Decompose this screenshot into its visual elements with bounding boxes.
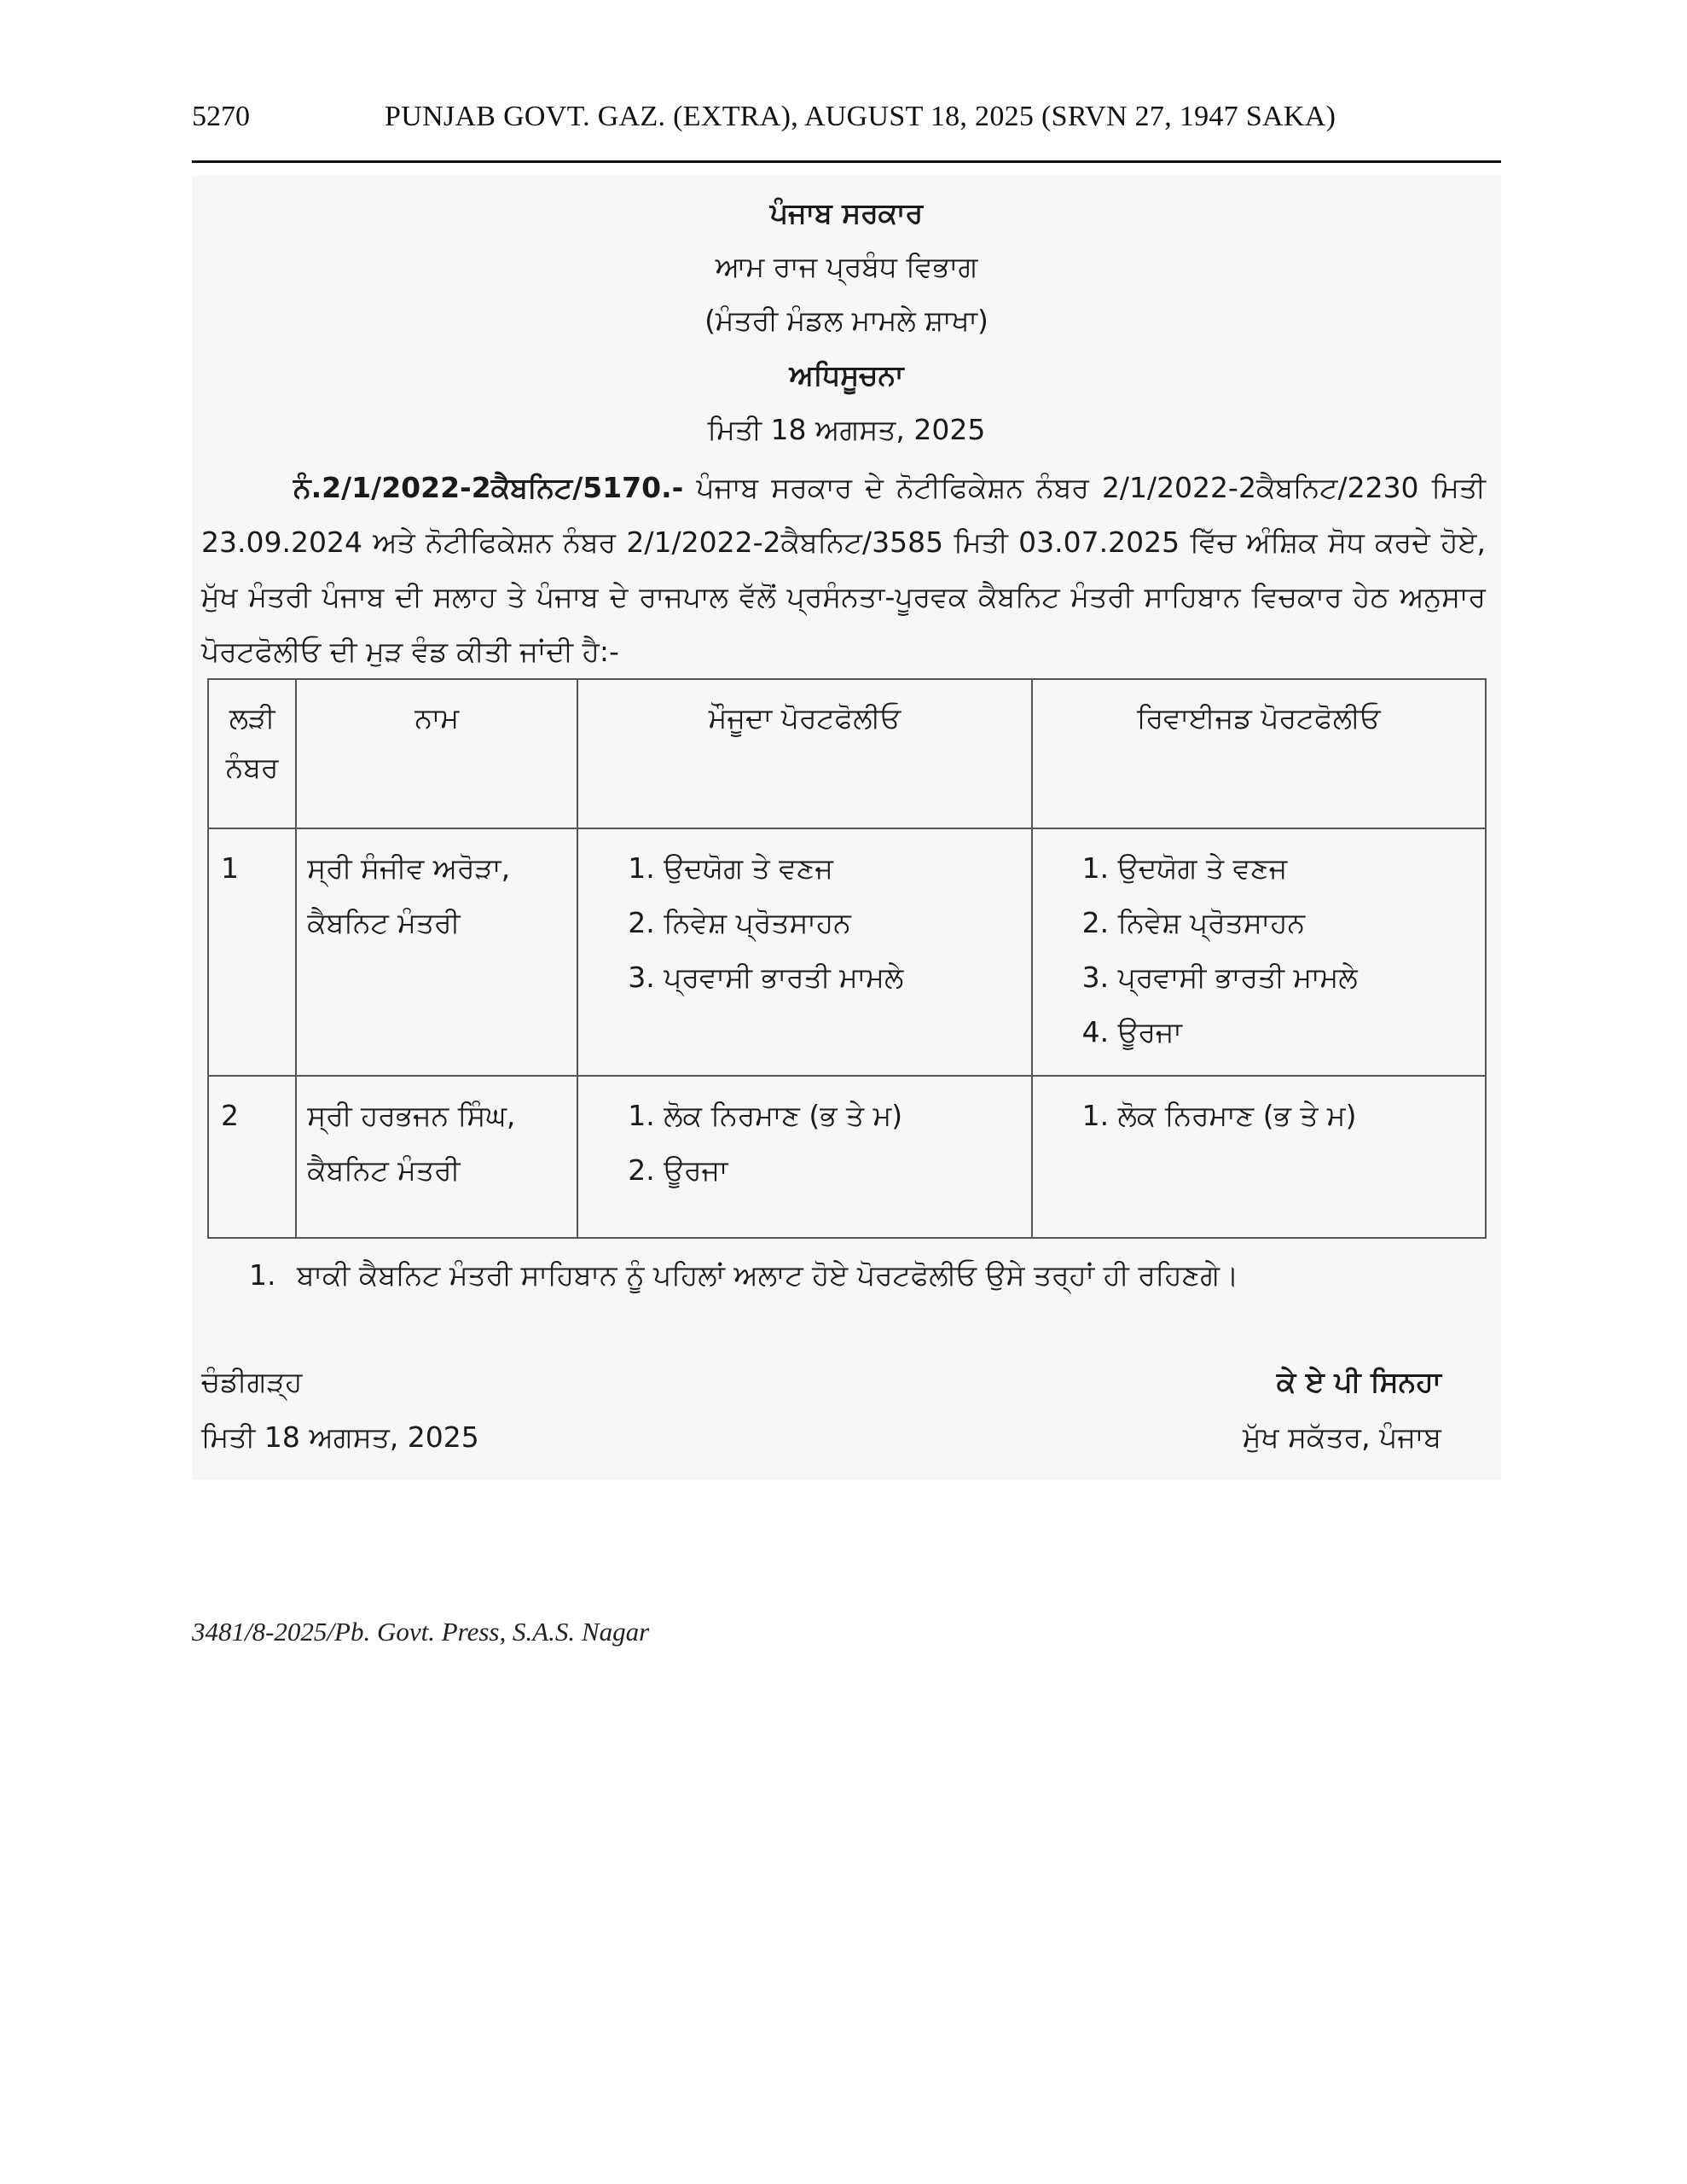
issue-place: ਚੰਡੀਗੜ੍ਹ — [201, 1365, 303, 1398]
list-item: 1. ਲੋਕ ਨਿਰਮਾਣ (ਭ ਤੇ ਮ) — [628, 1099, 903, 1132]
header-current-portfolio — [577, 679, 1031, 828]
row-serial: 2 — [208, 1076, 296, 1238]
revised-portfolio-cell — [1032, 828, 1486, 1076]
header-current-label: ਮੌਜੂਦਾ ਪੋਰਟਫੋਲੀਓ — [708, 701, 901, 735]
notification-body — [201, 461, 1486, 679]
page-number: 5270 — [192, 101, 250, 132]
row-name-cell — [296, 1076, 577, 1238]
list-item: 3. ਪ੍ਰਵਾਸੀ ਭਾਰਤੀ ਮਾਮਲੇ — [1081, 961, 1358, 994]
minister-designation: ਕੈਬਨਿਟ ਮੰਤਰੀ — [307, 906, 461, 939]
press-footer: 3481/8-2025/Pb. Govt. Press, S.A.S. Nagar — [192, 1617, 650, 1647]
note — [249, 1258, 1238, 1292]
row-name-cell — [296, 828, 577, 1076]
table-row — [208, 828, 1486, 1076]
header-revised-portfolio — [1032, 679, 1486, 828]
header-rule — [192, 160, 1501, 163]
header-serial — [208, 679, 296, 828]
note-text: ਬਾਕੀ ਕੈਬਨਿਟ ਮੰਤਰੀ ਸਾਹਿਬਾਨ ਨੂੰ ਪਹਿਲਾਂ ਅਲਾਟ ਹੋਏ ਪੋਰਟਫੋਲੀਓ ਉਸੇ ਤਰ੍ਹਾਂ ਹੀ ਰਹਿਣਗੇ। — [297, 1258, 1239, 1292]
list-item: 1. ਉਦਯੋਗ ਤੇ ਵਣਜ — [628, 851, 833, 885]
notification-date: ਮਿਤੀ 18 ਅਗਸਤ, 2025 — [707, 413, 986, 446]
header-serial-label: ਲੜੀ ਨੰਬਰ — [225, 701, 279, 784]
issue-date: ਮਿਤੀ 18 ਅਗਸਤ, 2025 — [201, 1420, 479, 1454]
government-heading: ਪੰਜਾਬ ਸਰਕਾਰ — [769, 196, 924, 229]
list-item: 4. ਊਰਜਾ — [1081, 1015, 1182, 1048]
list-item: 2. ਨਿਵੇਸ਼ ਪ੍ਰੋਤਸਾਹਨ — [1081, 906, 1306, 939]
list-item: 2. ਊਰਜਾ — [628, 1153, 728, 1187]
list-item: 1. ਲੋਕ ਨਿਰਮਾਣ (ਭ ਤੇ ਮ) — [1081, 1099, 1357, 1132]
table-header-row — [208, 679, 1486, 828]
signer-title: ਮੁੱਖ ਸਕੱਤਰ, ਪੰਜਾਬ — [1242, 1420, 1441, 1454]
list-item: 1. ਉਦਯੋਗ ਤੇ ਵਣਜ — [1081, 851, 1288, 885]
note-number: 1. — [249, 1258, 276, 1292]
gazette-title: PUNJAB GOVT. GAZ. (EXTRA), AUGUST 18, 2025 (SRVN 27, 1947 SAKA) — [385, 101, 1336, 132]
current-portfolio-cell — [577, 1076, 1031, 1238]
list-item: 3. ਪ੍ਰਵਾਸੀ ਭਾਰਤੀ ਮਾਮਲੇ — [628, 961, 904, 994]
minister-name: ਸ੍ਰੀ ਹਰਭਜਨ ਸਿੰਘ, — [307, 1099, 516, 1132]
revised-portfolio-cell — [1032, 1076, 1486, 1238]
notification-label: ਅਧਿਸੂਚਨਾ — [789, 358, 904, 392]
row-serial: 1 — [208, 828, 296, 1076]
notification-number: ਨੰ.2/1/2022-2ਕੈਬਨਿਟ/5170.- — [293, 471, 684, 504]
notification-text: ਪੰਜਾਬ ਸਰਕਾਰ ਦੇ ਨੋਟੀਫਿਕੇਸ਼ਨ ਨੰਬਰ 2/1/2022-2ਕੈਬਨਿਟ/2230 ਮਿਤੀ 23.09.2024 ਅਤੇ ਨੋਟੀਫਿਕੇਸ਼ਨ ਨੰਬਰ 2/1/2022-2ਕੈਬਨਿਟ/3585 ਮਿਤੀ 03.07.2025 ਵਿੱਚ ਅੰਸ਼ਿਕ ਸੋਧ ਕਰਦੇ ਹੋਏ, ਮੁੱਖ ਮੰਤਰੀ ਪੰਜਾਬ ਦੀ ਸਲਾਹ ਤੇ ਪੰਜਾਬ ਦੇ ਰਾਜਪਾਲ ਵੱਲੋਂ ਪ੍ਰਸੰਨਤਾ-ਪੂਰਵਕ ਕੈਬਨਿਟ ਮੰਤਰੀ ਸਾਹਿਬਾਨ ਵਿਚਕਾਰ ਹੇਠ ਅਨੁਸਾਰ ਪੋਰਟਫੋਲੀਓ ਦੀ ਮੁੜ ਵੰਡ ਕੀਤੀ ਜਾਂਦੀ ਹੈ:- — [201, 471, 1486, 668]
header-name — [296, 679, 577, 828]
list-item: 2. ਨਿਵੇਸ਼ ਪ੍ਰੋਤਸਾਹਨ — [628, 906, 851, 939]
minister-name: ਸ੍ਰੀ ਸੰਜੀਵ ਅਰੋੜਾ, — [307, 851, 511, 885]
minister-designation: ਕੈਬਨਿਟ ਮੰਤਰੀ — [307, 1153, 461, 1187]
header-name-label: ਨਾਮ — [415, 701, 460, 735]
header-revised-label: ਰਿਵਾਈਜਡ ਪੋਰਟਫੋਲੀਓ — [1136, 701, 1381, 735]
department-heading: ਆਮ ਰਾਜ ਪ੍ਰਬੰਧ ਵਿਭਾਗ — [715, 250, 978, 283]
table-row — [208, 1076, 1486, 1238]
portfolio-table — [207, 678, 1487, 1239]
current-portfolio-cell — [577, 828, 1031, 1076]
signer-name: ਕੇ ਏ ਪੀ ਸਿਨਹਾ — [1276, 1365, 1441, 1398]
branch-heading: (ਮੰਤਰੀ ਮੰਡਲ ਮਾਮਲੇ ਸ਼ਾਖਾ) — [704, 304, 988, 337]
